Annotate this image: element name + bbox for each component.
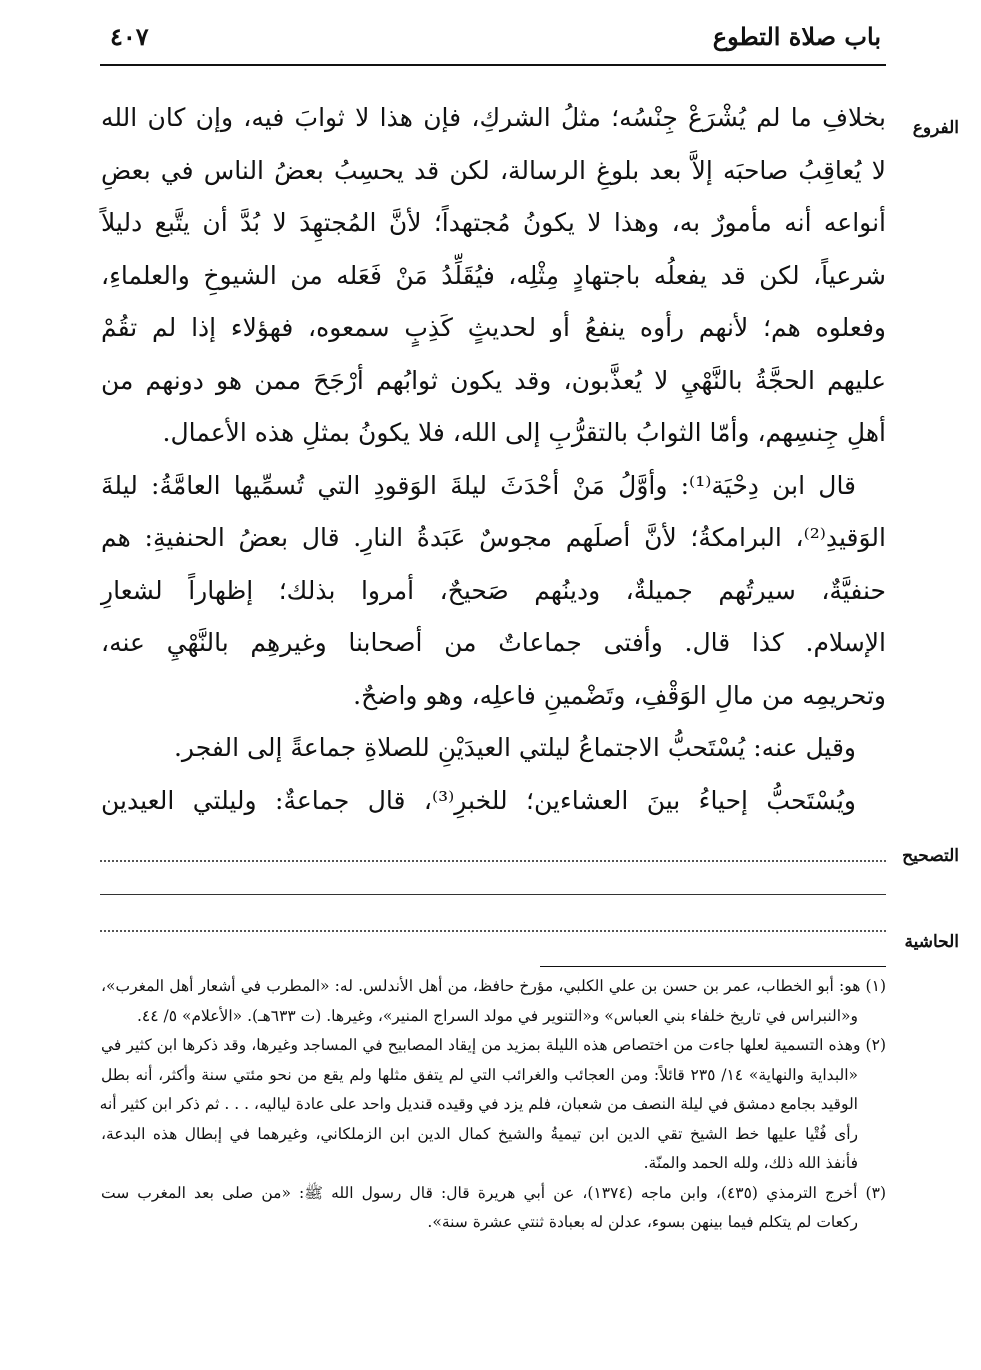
footnote-line: (٣) أخرج الترمذي (٤٣٥)، وابن ماجه (١٣٧٤)، عن أبي هريرة قال: قال رسول الله ﷺ: «من صلى بعد المغرب ست — [101, 1183, 886, 1202]
main-text — [101, 92, 886, 827]
text-line: عليهم الحجَّةُ بالنَّهْيِ لا يُعذَّبون، وقد يكون ثوابُهم أرْجَحَ ممن هو دونهم من — [101, 365, 886, 395]
footnote-line: ركعات لم يتكلم فيما بينهن بسوء، عدلن له بعبادة ثنتي عشرة سنة». — [427, 1213, 858, 1231]
text-line: وقيل عنه: يُسْتَحبُّ الاجتماعُ ليلتي العيدَيْنِ للصلاةِ جماعةً إلى الفجر. — [173, 733, 856, 762]
text-line: الإسلام. كذا قال. وأفتى جماعاتٌ من أصحابنا وغيرهِم بالنَّهْيِ عنه، — [101, 628, 886, 657]
footnote-line: رأى فُتْيا عليها خط الشيخ تقي الدين ابن تيميةُ والشيخ كمال الدين ابن الزملكاني، وغيرهما في إبطال هذه البدعة، — [101, 1124, 858, 1143]
text-line: الوَقيدِ⁽²⁾، البرامكةُ؛ لأنَّ أصلَهم مجوسٌ عَبَدةُ النارِ. قال بعضُ الحنفيةِ: هم — [101, 523, 886, 552]
footnote-line: فأنفذ الله ذلك، ولله الحمد والمنّة. — [643, 1154, 858, 1172]
footnote-line: (٢) وهذه التسمية لعلها جاءت من اختصاص هذه الليلة بمزيد من إيقاد المصابيح في المساجد وغيرها، وقد ذكرها ابن كثير في — [101, 1036, 886, 1054]
text-line: قال ابن دِحْيَة⁽¹⁾: وأوَّلُ مَنْ أحْدَثَ ليلةَ الوَقودِ التي تُسمِّيها العامَّةُ: ليلةَ — [101, 470, 857, 500]
text-line: وتحريمِه من مالِ الوَقْفِ، وتَضْمينِ فاعلِه، وهو واضحٌ. — [353, 680, 886, 710]
text-line: أنواعه أنه مأمورٌ به، وهذا لا يكونُ مُجتهداً؛ لأنَّ المُجتهِدَ لا بُدَّ أن يتَّبع دليلاً — [101, 208, 886, 237]
side-label-margin-notes: الحاشية — [904, 932, 959, 952]
text-line: ويُسْتَحبُّ إحياءُ بينَ العشاءين؛ للخبرِ⁽³⁾، قال جماعةٌ: وليلتي العيدين — [101, 785, 856, 815]
dotted-line — [100, 860, 886, 862]
text-line: وفعلوه هم؛ لأنهم رأوه ينفعُ أو لحديثٍ كَذِبٍ سمعوه، فهؤلاء إذا لم تقُمْ — [101, 313, 886, 342]
text-line: شرعياً، لكن قد يفعلُه باجتهادٍ مِثْلِه، فيُقَلِّدُ مَنْ فَعَله من الشيوخِ والعلماءِ، — [101, 260, 886, 290]
page-number: ٤٠٧ — [110, 22, 149, 51]
text-line: بخلافِ ما لم يُشْرَعْ جِنْسُه؛ مثلُ الشركِ، فإن هذا لا ثوابَ فيه، وإن كان الله — [101, 103, 886, 132]
chapter-title: باب صلاة التطوع — [712, 22, 881, 51]
footnote-line: (١) هو: أبو الخطاب، عمر بن حسن بن علي الكلبي، مؤرخ حافظ، من أهل الأندلس. له: «المطرب في أشعار أهل المغرب»، — [101, 977, 886, 995]
side-label-branches: الفروع — [912, 118, 959, 138]
text-line: أهلِ جِنسِهم، وأمّا الثوابُ بالتقرُّبِ إلى الله، فلا يكونُ بمثلِ هذه الأعمال. — [162, 418, 886, 447]
text-line: حنفيَّةٌ، سيرتُهم جميلةٌ، ودينُهم صَحيحٌ، أمروا بذلك؛ إظهاراً لشعارِ — [101, 575, 886, 605]
rule-line — [100, 894, 886, 895]
side-label-correction: التصحيح — [902, 846, 959, 866]
text-line: لا يُعاقِبُ صاحبَه إلاَّ بعد بلوغِ الرسالة، لكن قد يحسِبُ بعضُ الناس في بعضِ — [101, 155, 886, 185]
dotted-line — [100, 930, 886, 932]
header-rule — [100, 64, 886, 66]
footnotes — [101, 972, 886, 1238]
footnote-separator — [540, 966, 886, 967]
footnote-line: و«النبراس في تاريخ خلفاء بني العباس» و«التنوير في مولد السراج المنير»، وغيرها. (ت ٦٣٣هـ). «الأعلام» ٥/ ٤٤. — [136, 1006, 858, 1025]
footnote-line: الوقيد بجامع دمشق في ليلة النصف من شعبان، فلم يزد في وقيده قنديل واحد على عادة لياليه، . . . ثم ذكر ابن كثير أنه — [99, 1095, 858, 1113]
footnote-line: «البداية والنهاية» ١٤/ ٢٣٥ قائلاً: ومن العجائب والغرائب التي لم يتفق مثلها ولم يقع من نحو مئتي سنة وأكثر، أنه بطل — [101, 1065, 859, 1084]
